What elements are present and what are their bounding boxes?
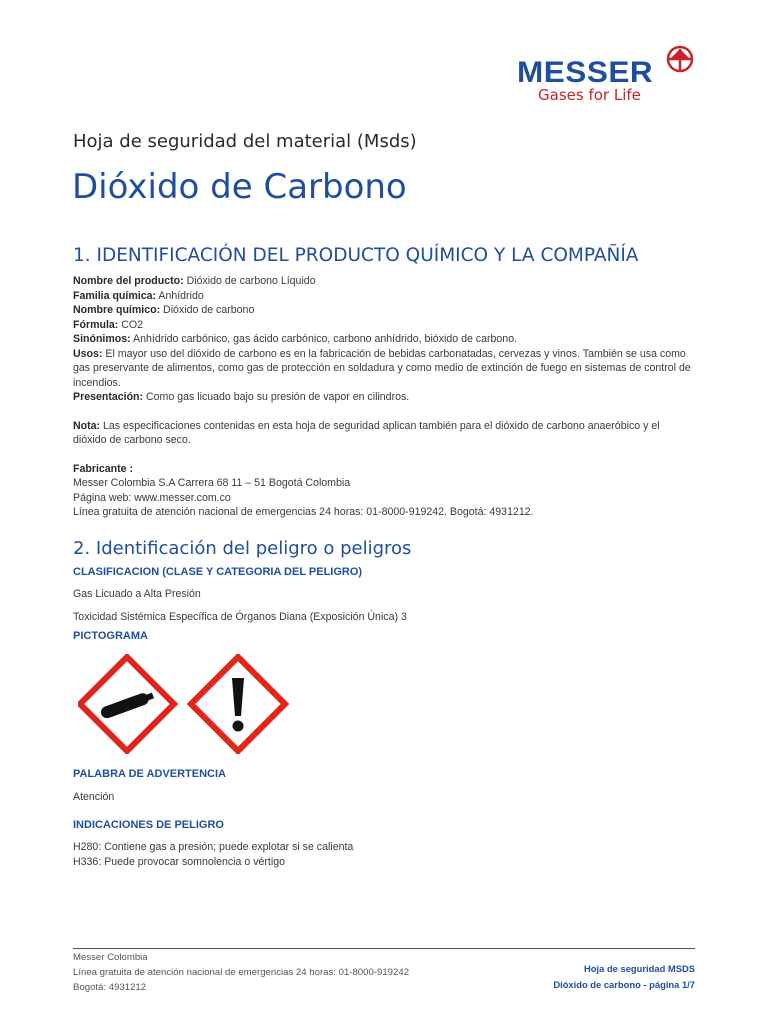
classification-item: Toxicidad Sistémica Específica de Órganos Diana (Exposición Única) 3 xyxy=(73,611,407,623)
field-value: CO2 xyxy=(118,318,144,331)
field-label: Nombre químico: xyxy=(73,304,161,316)
note-label: Nota: xyxy=(73,419,101,432)
signal-word: Atención xyxy=(73,791,115,803)
logo-wordmark: MESSER xyxy=(517,56,654,89)
footer-document-info xyxy=(553,961,695,993)
footer-bogota-phone: Bogotá: 4931212 xyxy=(73,982,147,993)
field-value: Anhídrido xyxy=(156,289,204,302)
hazard-statements-heading: INDICACIONES DE PELIGRO xyxy=(73,819,224,831)
field-product-name xyxy=(73,274,695,289)
pictogram-heading: PICTOGRAMA xyxy=(73,630,148,642)
footer-emergency-line: Línea gratuita de atención nacional de emergencias 24 horas: 01-8000-919242 xyxy=(73,967,410,978)
field-presentation xyxy=(73,390,695,405)
field-label: Sinónimos: xyxy=(73,333,131,345)
footer-divider xyxy=(73,948,695,949)
classification-heading: CLASIFICACION (CLASE Y CATEGORIA DEL PELIGRO) xyxy=(73,566,363,578)
exclamation-mark-icon xyxy=(191,657,285,751)
product-identification xyxy=(73,274,695,520)
logo-tagline: Gases for Life xyxy=(538,86,641,104)
messer-logo xyxy=(512,40,702,106)
manufacturer-label: Fabricante : xyxy=(73,462,134,475)
field-label: Familia química: xyxy=(73,289,157,302)
manufacturer-address: Messer Colombia S.A Carrera 68 11 – 51 Bogotá Colombia xyxy=(73,477,351,489)
ghs-pictograms xyxy=(78,654,293,754)
field-chemical-name xyxy=(73,303,695,318)
field-value: Anhídrido carbónico, gas ácido carbónico, carbono anhídrido, bióxido de carbono. xyxy=(130,333,518,345)
section-1-heading: 1. IDENTIFICACIÓN DEL PRODUCTO QUÍMICO Y LA COMPAÑÍA xyxy=(73,245,639,266)
field-uses xyxy=(73,347,695,391)
field-label: Usos: xyxy=(73,347,103,360)
field-chemical-family xyxy=(73,289,695,304)
footer-doc-type: Hoja de seguridad MSDS xyxy=(584,963,695,974)
footer-company: Messer Colombia xyxy=(73,952,148,963)
field-formula xyxy=(73,318,695,333)
document-subtitle: Hoja de seguridad del material (Msds) xyxy=(73,131,417,152)
footer-contact xyxy=(73,950,409,995)
field-value: Como gas licuado bajo su presión de vapor en cilindros. xyxy=(143,391,410,403)
document-title: Dióxido de Carbono xyxy=(72,167,407,207)
manufacturer-website: Página web: www.messer.com.co xyxy=(73,491,231,504)
field-label: Nombre del producto: xyxy=(73,275,184,287)
manufacturer-emergency-line: Línea gratuita de atención nacional de emergencias 24 horas: 01-8000-919242. Bogotá: 4931212. xyxy=(73,506,534,518)
classification-item: Gas Licuado a Alta Presión xyxy=(73,588,201,600)
field-value: Dióxido de carbono xyxy=(160,304,255,316)
gas-cylinder-icon xyxy=(80,657,174,751)
field-synonyms xyxy=(73,332,695,347)
field-label: Fórmula: xyxy=(73,318,119,331)
hazard-statements xyxy=(73,840,353,869)
field-label: Presentación: xyxy=(73,391,144,403)
signal-word-heading: PALABRA DE ADVERTENCIA xyxy=(73,768,226,780)
hazard-statement: H336: Puede provocar somnolencia o vértigo xyxy=(73,855,285,868)
field-value: Dióxido de carbono Líquido xyxy=(183,275,316,287)
field-value: El mayor uso del dióxido de carbono es en la fabricación de bebidas carbonatadas, cervezas y vinos. También se usa como gas preservante de alimentos, como gas de protección en soldadura y como medio de extinción de fuego en sistemas de control de incendios. xyxy=(73,347,691,389)
section-2-heading: 2. Identificación del peligro o peligros xyxy=(73,538,412,559)
messer-emblem-icon xyxy=(665,44,695,78)
note-text: Las especificaciones contenidas en esta hoja de seguridad aplican también para el dióxido de carbono anaeróbico y el dióxido de carbono seco. xyxy=(73,419,660,446)
note xyxy=(73,419,695,448)
footer-page-number: Dióxido de carbono - página 1/7 xyxy=(553,979,695,990)
hazard-statement: H280: Contiene gas a presión; puede explotar si se calienta xyxy=(73,841,354,853)
